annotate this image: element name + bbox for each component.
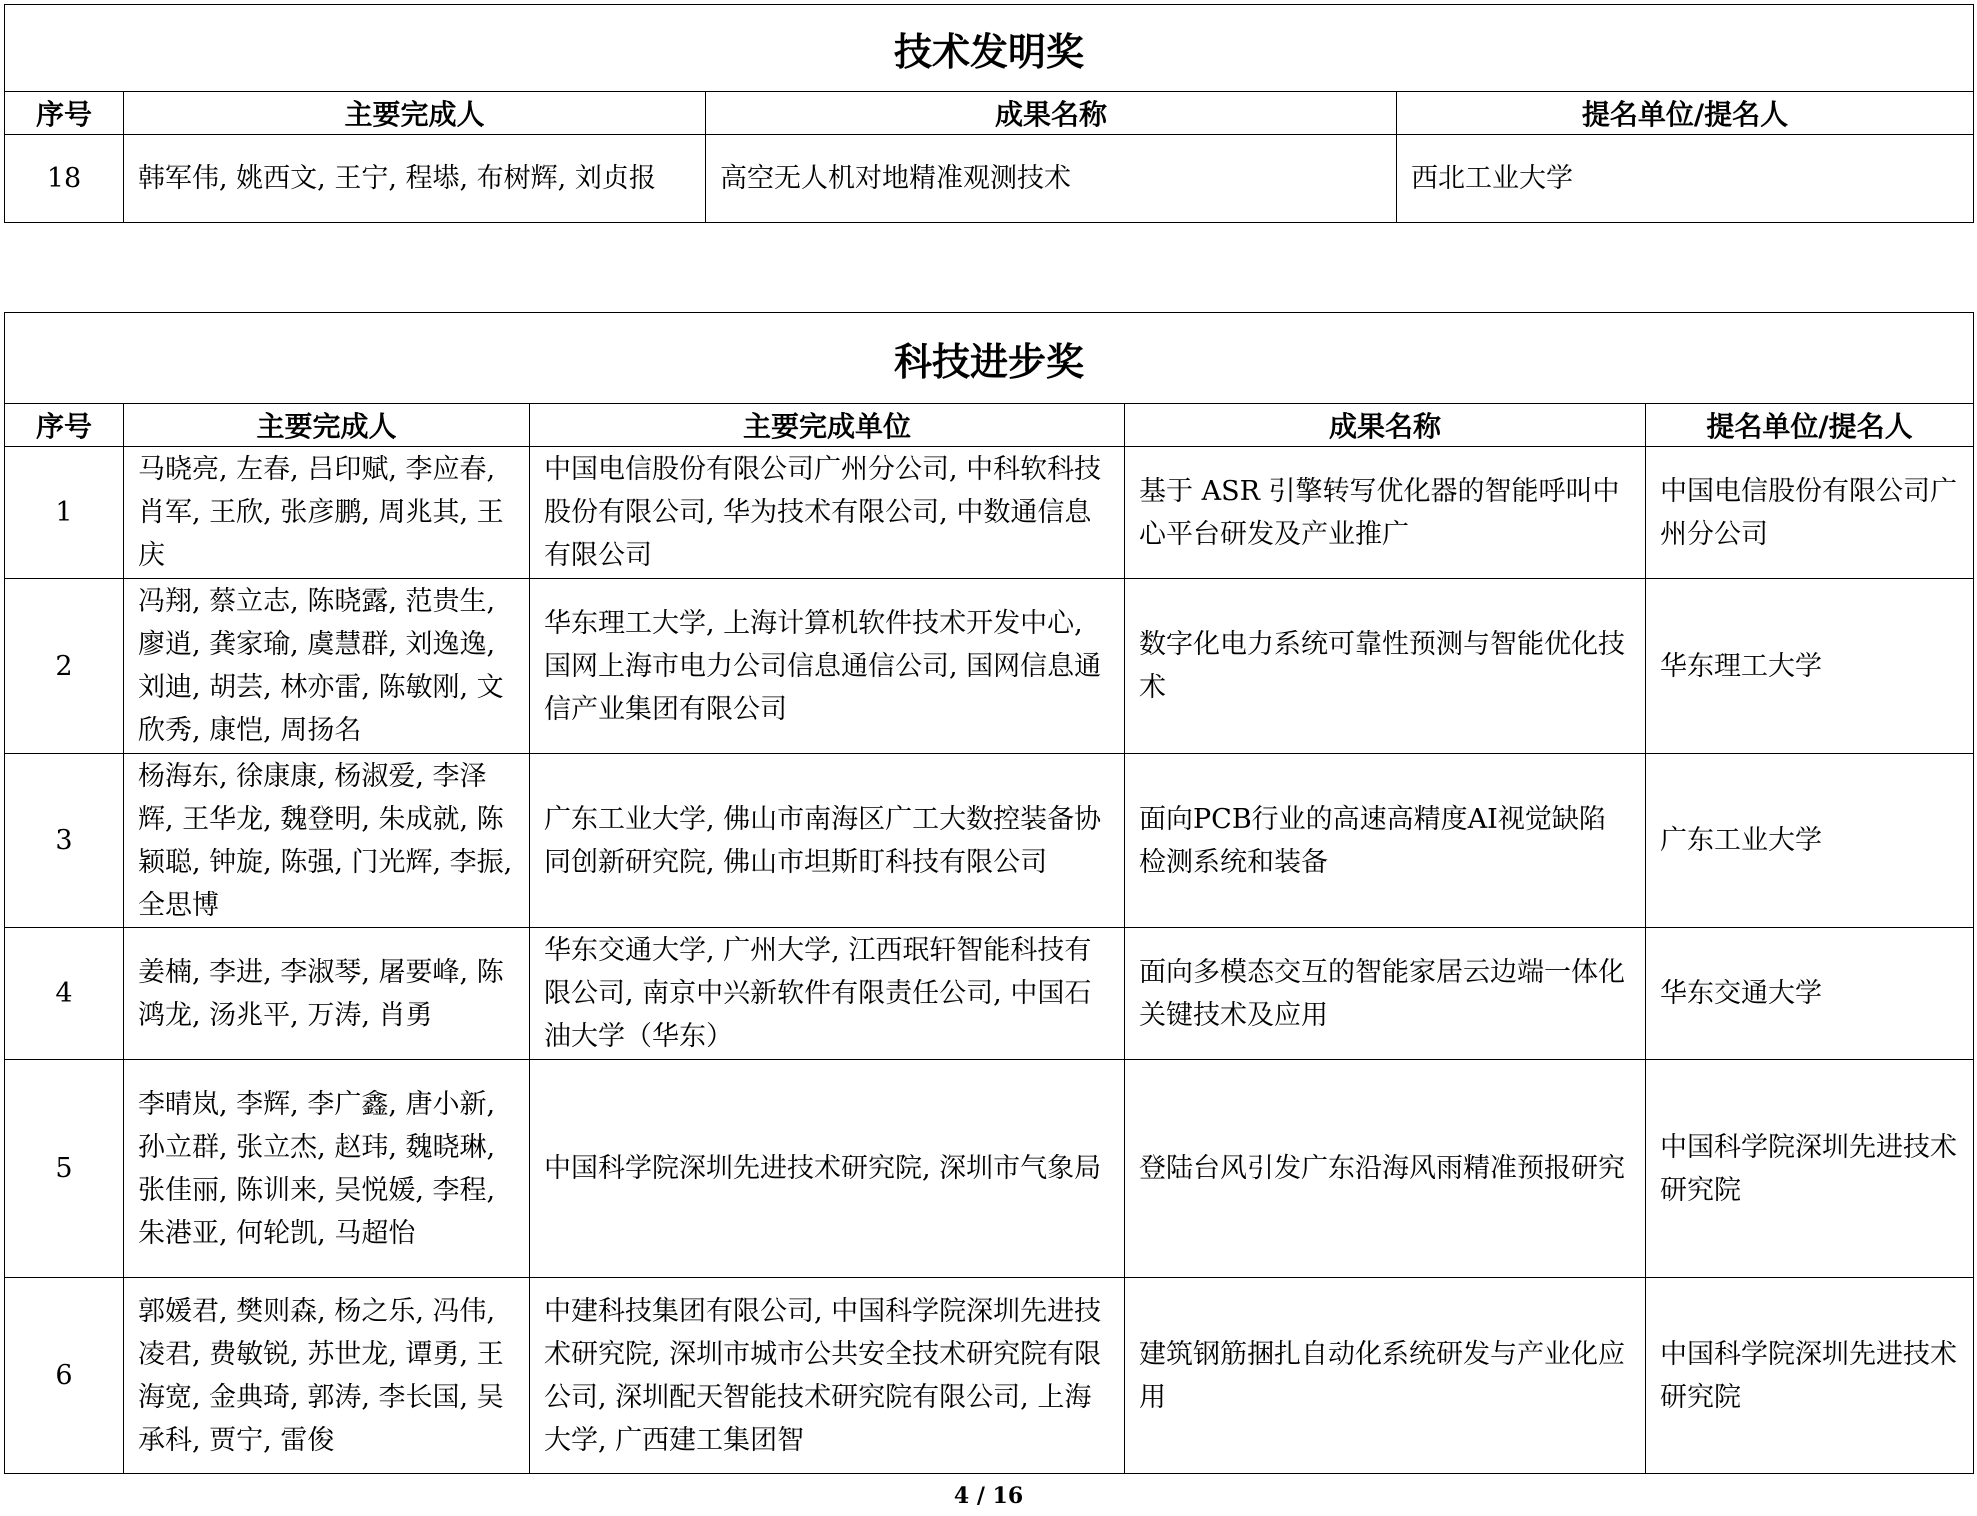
table-row — [5, 754, 1974, 928]
row-nominator: 中国科学院深圳先进技术研究院 — [1646, 1278, 1974, 1474]
row-no: 3 — [5, 754, 124, 928]
row-units: 中国科学院深圳先进技术研究院, 深圳市气象局 — [530, 1060, 1125, 1278]
row-achievement-name: 高空无人机对地精准观测技术 — [706, 135, 1397, 223]
row-no: 4 — [5, 928, 124, 1060]
col-header-people: 主要完成人 — [124, 404, 530, 447]
table-row — [5, 928, 1974, 1060]
row-nominator: 华东交通大学 — [1646, 928, 1974, 1060]
row-people: 李晴岚, 李辉, 李广鑫, 唐小新, 孙立群, 张立杰, 赵玮, 魏晓琳, 张佳丽, 陈训来, 吴悦媛, 李程, 朱港亚, 何轮凯, 马超怡 — [124, 1060, 530, 1278]
page-number: 4 / 16 — [953, 1483, 1024, 1509]
row-nominator: 中国科学院深圳先进技术研究院 — [1646, 1060, 1974, 1278]
row-units: 华东交通大学, 广州大学, 江西珉轩智能科技有限公司, 南京中兴新软件有限责任公司, 中国石油大学（华东） — [530, 928, 1125, 1060]
row-no: 1 — [5, 447, 124, 579]
col-header-no: 序号 — [5, 92, 124, 135]
invention-table-title: 技术发明奖 — [5, 5, 1974, 92]
table-row — [5, 135, 1974, 223]
row-no: 2 — [5, 579, 124, 754]
col-header-nominator: 提名单位/提名人 — [1646, 404, 1974, 447]
row-people: 杨海东, 徐康康, 杨淑爱, 李泽辉, 王华龙, 魏登明, 朱成就, 陈颖聪, 钟旋, 陈强, 门光辉, 李振, 全思博 — [124, 754, 530, 928]
row-nominator: 华东理工大学 — [1646, 579, 1974, 754]
row-achievement-name: 面向多模态交互的智能家居云边端一体化关键技术及应用 — [1125, 928, 1646, 1060]
progress-table-title: 科技进步奖 — [5, 313, 1974, 404]
row-no: 6 — [5, 1278, 124, 1474]
col-header-nominator: 提名单位/提名人 — [1397, 92, 1974, 135]
row-nominator: 西北工业大学 — [1397, 135, 1974, 223]
row-people: 冯翔, 蔡立志, 陈晓露, 范贵生, 廖逍, 龚家瑜, 虞慧群, 刘逸逸, 刘迪, 胡芸, 林亦雷, 陈敏刚, 文欣秀, 康恺, 周扬名 — [124, 579, 530, 754]
col-header-no: 序号 — [5, 404, 124, 447]
row-units: 中国电信股份有限公司广州分公司, 中科软科技股份有限公司, 华为技术有限公司, 中数通信息有限公司 — [530, 447, 1125, 579]
row-achievement-name: 登陆台风引发广东沿海风雨精准预报研究 — [1125, 1060, 1646, 1278]
row-nominator: 中国电信股份有限公司广州分公司 — [1646, 447, 1974, 579]
row-people: 郭媛君, 樊则森, 杨之乐, 冯伟, 凌君, 费敏锐, 苏世龙, 谭勇, 王海宽, 金典琦, 郭涛, 李长国, 吴承科, 贾宁, 雷俊 — [124, 1278, 530, 1474]
row-units: 广东工业大学, 佛山市南海区广工大数控装备协同创新研究院, 佛山市坦斯盯科技有限公司 — [530, 754, 1125, 928]
table-row — [5, 1060, 1974, 1278]
row-units: 中建科技集团有限公司, 中国科学院深圳先进技术研究院, 深圳市城市公共安全技术研究院有限公司, 深圳配天智能技术研究院有限公司, 上海大学, 广西建工集团智 — [530, 1278, 1125, 1474]
col-header-units: 主要完成单位 — [530, 404, 1125, 447]
row-people: 姜楠, 李进, 李淑琴, 屠要峰, 陈鸿龙, 汤兆平, 万涛, 肖勇 — [124, 928, 530, 1060]
row-people: 韩军伟, 姚西文, 王宁, 程塨, 布树辉, 刘贞报 — [124, 135, 706, 223]
row-achievement-name: 面向PCB行业的高速高精度AI视觉缺陷检测系统和装备 — [1125, 754, 1646, 928]
invention-award-table — [4, 4, 1974, 223]
row-people: 马晓亮, 左春, 吕印赋, 李应春, 肖军, 王欣, 张彦鹏, 周兆其, 王庆 — [124, 447, 530, 579]
table-row — [5, 1278, 1974, 1474]
row-no: 18 — [5, 135, 124, 223]
progress-award-table — [4, 312, 1974, 1474]
row-achievement-name: 基于 ASR 引擎转写优化器的智能呼叫中心平台研发及产业推广 — [1125, 447, 1646, 579]
table-row — [5, 447, 1974, 579]
row-achievement-name: 建筑钢筋捆扎自动化系统研发与产业化应用 — [1125, 1278, 1646, 1474]
col-header-people: 主要完成人 — [124, 92, 706, 135]
row-achievement-name: 数字化电力系统可靠性预测与智能优化技术 — [1125, 579, 1646, 754]
col-header-name: 成果名称 — [1125, 404, 1646, 447]
row-nominator: 广东工业大学 — [1646, 754, 1974, 928]
table-row — [5, 579, 1974, 754]
row-no: 5 — [5, 1060, 124, 1278]
col-header-name: 成果名称 — [706, 92, 1397, 135]
row-units: 华东理工大学, 上海计算机软件技术开发中心, 国网上海市电力公司信息通信公司, 国网信息通信产业集团有限公司 — [530, 579, 1125, 754]
